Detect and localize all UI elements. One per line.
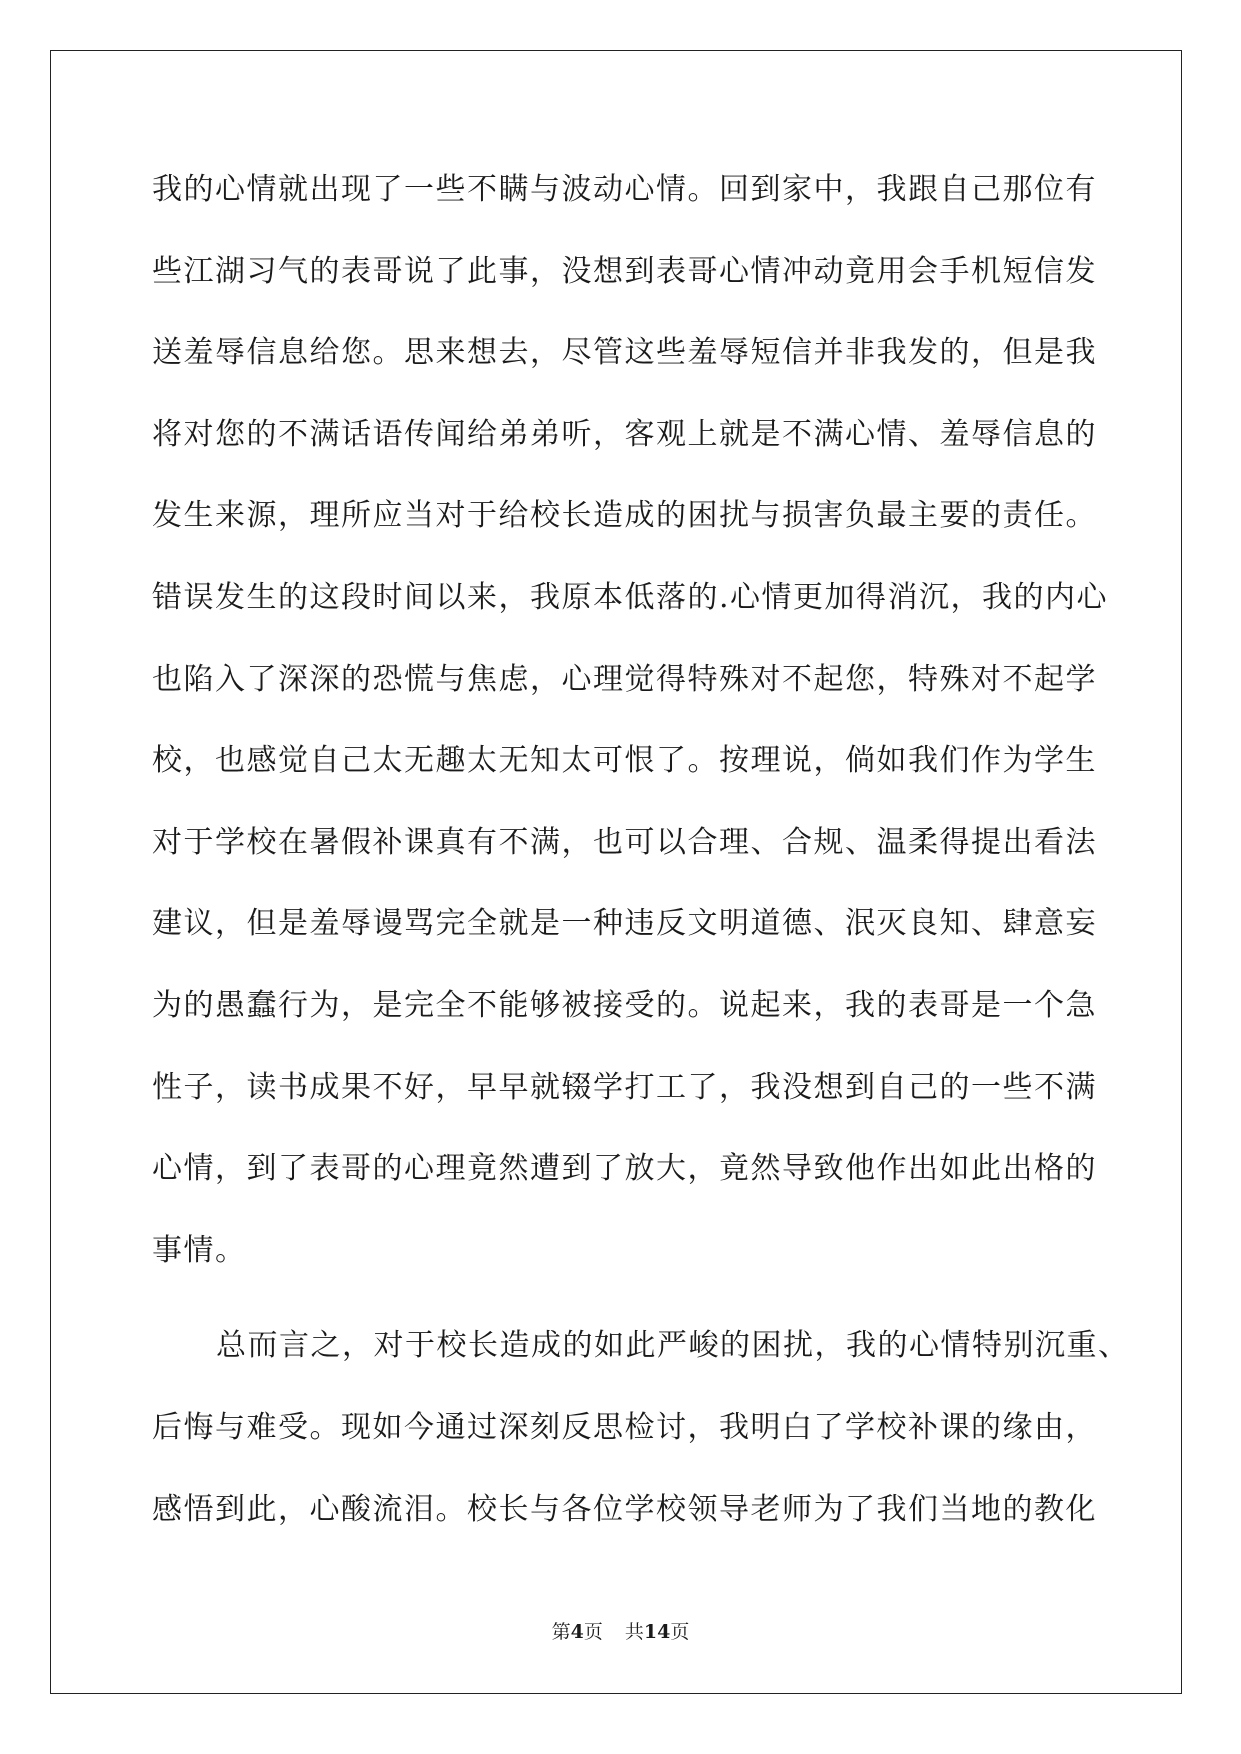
text-line: 后悔与难受。现如今通过深刻反思检讨，我明白了学校补课的缘由， [152, 1409, 1097, 1445]
text-line: 性子，读书成果不好，早早就辍学打工了，我没想到自己的一些不满 [152, 1069, 1097, 1105]
page-number: 4 [570, 1621, 584, 1643]
text-line: 心情，到了表哥的心理竟然遭到了放大，竟然导致他作出如此出格的 [152, 1151, 1097, 1187]
text-line: 为的愚蠢行为，是完全不能够被接受的。说起来，我的表哥是一个急 [152, 987, 1097, 1023]
text-line: 校，也感觉自己太无趣太无知太可恨了。按理说，倘如我们作为学生 [152, 743, 1097, 779]
page-prefix: 第 [551, 1621, 571, 1643]
text-line: 些江湖习气的表哥说了此事，没想到表哥心情冲动竟用会手机短信发 [152, 253, 1097, 289]
text-line: 发生来源，理所应当对于给校长造成的困扰与损害负最主要的责任。 [152, 498, 1097, 534]
text-line: 送羞辱信息给您。思来想去，尽管这些羞辱短信并非我发的，但是我 [152, 335, 1097, 371]
text-line: 建议，但是羞辱谩骂完全就是一种违反文明道德、泯灭良知、肆意妄 [152, 906, 1097, 942]
text-line: 我的心情就出现了一些不瞒与波动心情。回到家中，我跟自己那位有 [152, 172, 1097, 207]
page-suffix: 页 [583, 1621, 603, 1643]
text-line: 错误发生的这段时间以来，我原本低落的.心情更加得消沉，我的内心 [152, 579, 1109, 615]
page-footer [0, 1617, 1241, 1644]
text-line: 也陷入了深深的恐慌与焦虑，心理觉得特殊对不起您，特殊对不起学 [152, 661, 1097, 697]
text-line: 对于学校在暑假补课真有不满，也可以合理、合规、温柔得提出看法 [152, 824, 1097, 860]
total-suffix: 页 [670, 1621, 690, 1643]
text-line: 感悟到此，心酸流泪。校长与各位学校领导老师为了我们当地的教化 [152, 1491, 1097, 1527]
body-text [152, 160, 1130, 1561]
total-pages: 14 [643, 1621, 671, 1643]
text-line: 将对您的不满话语传闻给弟弟听，客观上就是不满心情、羞辱信息的 [152, 416, 1097, 452]
total-prefix: 共 [624, 1621, 644, 1643]
text-line: 事情。 [152, 1232, 247, 1268]
paragraph-first-line: 总而言之，对于校长造成的如此严峻的困扰，我的心情特别沉重、 [216, 1328, 1130, 1364]
